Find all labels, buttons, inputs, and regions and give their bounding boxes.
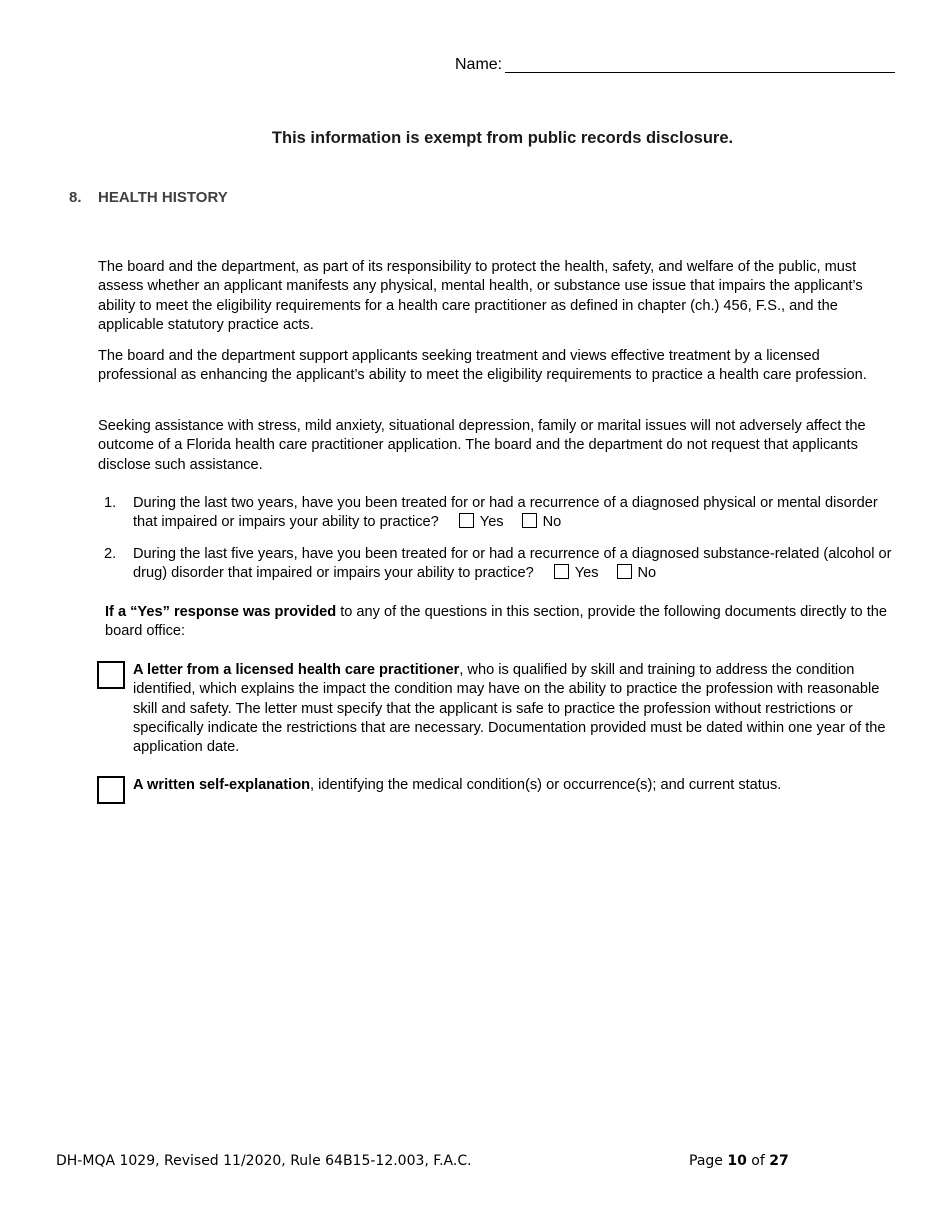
question-1 [104, 494, 899, 533]
question-text: During the last five years, have you been treated for or had a recurrence of a diagnosed substance-related (alcohol or drug) disorder that impaired or impairs your ability to practice? [133, 546, 892, 582]
section-title: HEALTH HISTORY [98, 189, 228, 206]
page-number [689, 1153, 789, 1169]
section-number: 8. [69, 189, 82, 206]
document-description: , who is qualified by skill and training to address the condition identified, which explains the impact the condition may have on the ability to practice the profession with reasonable skill and safety. The letter must specify that the applicant is safe to practice the profession without restrictions or specifically indicate the restrictions that are necessary. Documentation provided must be dated within one year of the application date. [133, 662, 886, 756]
name-field-row [455, 55, 895, 75]
document-checkbox[interactable] [97, 661, 125, 689]
intro-paragraph-2: The board and the department support applicants seeking treatment and views effective treatment by a licensed professional as enhancing the applicant’s ability to meet the eligibility requirements to practice a health care profession. [98, 348, 867, 384]
no-label: No [637, 565, 657, 582]
name-label: Name: [455, 56, 503, 73]
page-current: 10 [727, 1153, 747, 1169]
no-label: No [542, 514, 562, 531]
form-identifier: DH-MQA 1029, Revised 11/2020, Rule 64B15-12.003, F.A.C. [56, 1153, 472, 1169]
no-checkbox[interactable] [522, 513, 537, 528]
page-of: of [751, 1153, 765, 1169]
document-item-letter [97, 661, 897, 757]
document-title: A written self-explanation [133, 777, 311, 793]
document-title: A letter from a licensed health care practitioner [133, 662, 460, 678]
intro-paragraph-1: The board and the department, as part of its responsibility to protect the health, safety, and welfare of the public, must assess whether an applicant manifests any physical, mental health, or substance use issue that impairs the applicant’s ability to meet the eligibility requirements for a health care practitioner as defined in chapter (ch.) 456, F.S., and the applicable statutory practice acts. [98, 259, 863, 333]
page-prefix: Page [689, 1153, 723, 1169]
question-number: 1. [104, 495, 117, 511]
intro-paragraph-3: Seeking assistance with stress, mild anxiety, situational depression, family or marital issues will not adversely affect the outcome of a Florida health care practitioner application. The board and the department do not request that applicants disclose such assistance. [98, 418, 866, 473]
yes-checkbox[interactable] [459, 513, 474, 528]
document-description: , identifying the medical condition(s) or occurrence(s); and current status. [310, 777, 782, 793]
yes-label: Yes [479, 514, 504, 531]
page-total: 27 [769, 1153, 789, 1169]
document-item-self-explanation [97, 776, 897, 795]
document-checkbox[interactable] [97, 776, 125, 804]
question-2 [104, 545, 899, 584]
name-input-line[interactable] [505, 72, 895, 73]
yes-checkbox[interactable] [554, 564, 569, 579]
if-yes-bold: If a “Yes” response was provided [105, 604, 337, 620]
exempt-notice: This information is exempt from public records disclosure. [271, 129, 734, 147]
question-number: 2. [104, 546, 117, 562]
no-checkbox[interactable] [617, 564, 632, 579]
section-heading [69, 189, 228, 206]
yes-label: Yes [574, 565, 599, 582]
if-yes-instructions [105, 603, 895, 642]
if-yes-rest: to any of the questions in this section, provide the following documents directly to the board office: [105, 604, 887, 640]
question-text: During the last two years, have you been treated for or had a recurrence of a diagnosed physical or mental disorder that impaired or impairs your ability to practice? [133, 495, 878, 531]
